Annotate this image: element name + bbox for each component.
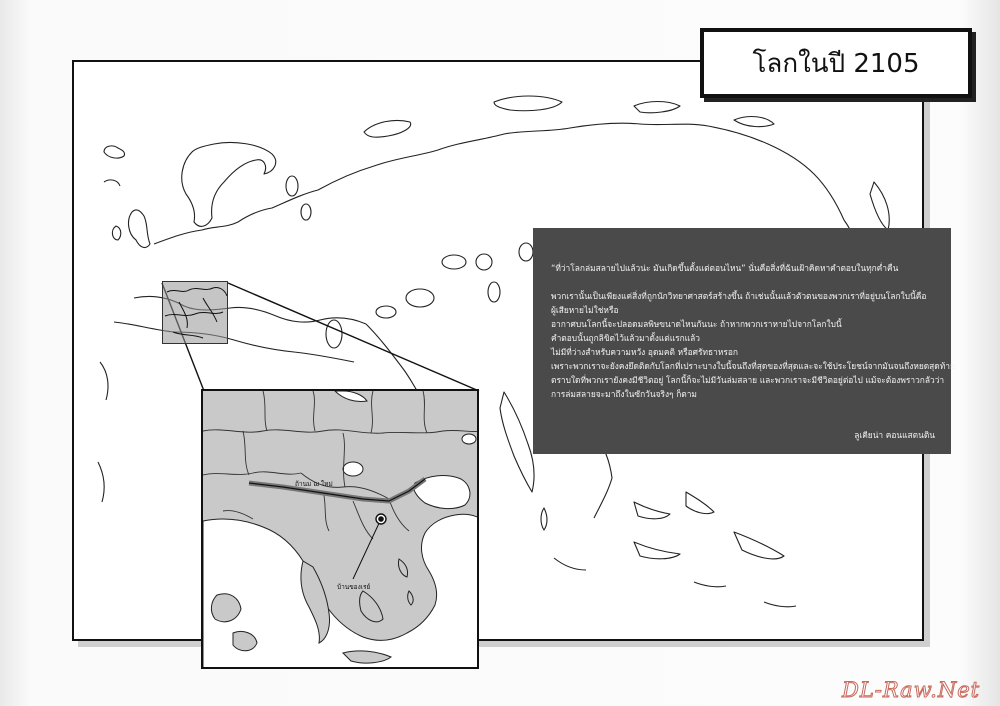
- panel-line: ผู้เสียหายไม่ใช่หรือ: [551, 305, 619, 315]
- panel-line: เพราะพวกเราจะยังคงยึดติดกับโลกที่เปราะบางใบนี้จนถึงที่สุดของที่สุดและจะใช้ประโยชน์จากมันจนถึงหยดสุดท้าย: [551, 361, 955, 371]
- panel-line: อากาศบนโลกนี้จะปลอดมลพิษขนาดไหนกันนะ ถ้าหากพวกเราหายไปจากโลกใบนี้: [551, 319, 842, 329]
- panel-signature: ลูเคียน่า คอนแสตนติน: [854, 430, 935, 440]
- route-label: ถ้านม ฌ ใหม่: [295, 480, 333, 488]
- highlight-region: [162, 281, 228, 344]
- title-box: [700, 28, 972, 98]
- inset-map-drawing: [203, 391, 479, 669]
- panel-line: การล่มสลายจะมาถึงในซักวันจริงๆ ก็ตาม: [551, 389, 697, 399]
- panel-line: ตราบใดที่พวกเรายังคงมีชีวิตอยู่ โลกนี้ก็จะไม่มีวันล่มสลาย และพวกเราจะมีชีวิตอยู่ต่อไป แม้จะต้องพราวกลัวว่า: [551, 375, 945, 385]
- narrative-panel: [533, 228, 955, 454]
- page-title: โลกในปี 2105: [752, 48, 920, 79]
- watermark: DL-Raw.Net: [842, 678, 981, 702]
- panel-paragraph: [551, 289, 955, 401]
- route-line: [249, 479, 425, 501]
- panel-line: ไม่มีที่ว่างสำหรับความหวัง อุดมคติ หรือศรัทธาหรอก: [551, 347, 738, 357]
- panel-line: คำตอบนั้นถูกลิขิตไว้แล้วมาตั้งแต่แรกแล้ว: [551, 333, 700, 343]
- panel-quote: “ที่ว่าโลกล่มสลายไปแล้วน่ะ มันเกิดขึ้นตั้งแต่ตอนไหน” นั่นคือสิ่งที่ฉันเฝ้าคิดหาคำตอบในทุกค่ำคืน: [551, 263, 899, 273]
- panel-line: พวกเรานั้นเป็นเพียงแค่สิ่งที่ถูกนักวิทยาศาสตร์สร้างขึ้น ถ้าเช่นนั้นแล้วตัวตนของพวกเราที่อยู่บนโลกใบนี้คือ: [551, 291, 927, 301]
- inset-map: [201, 389, 479, 669]
- home-label: บ้านของเรย์: [337, 583, 371, 591]
